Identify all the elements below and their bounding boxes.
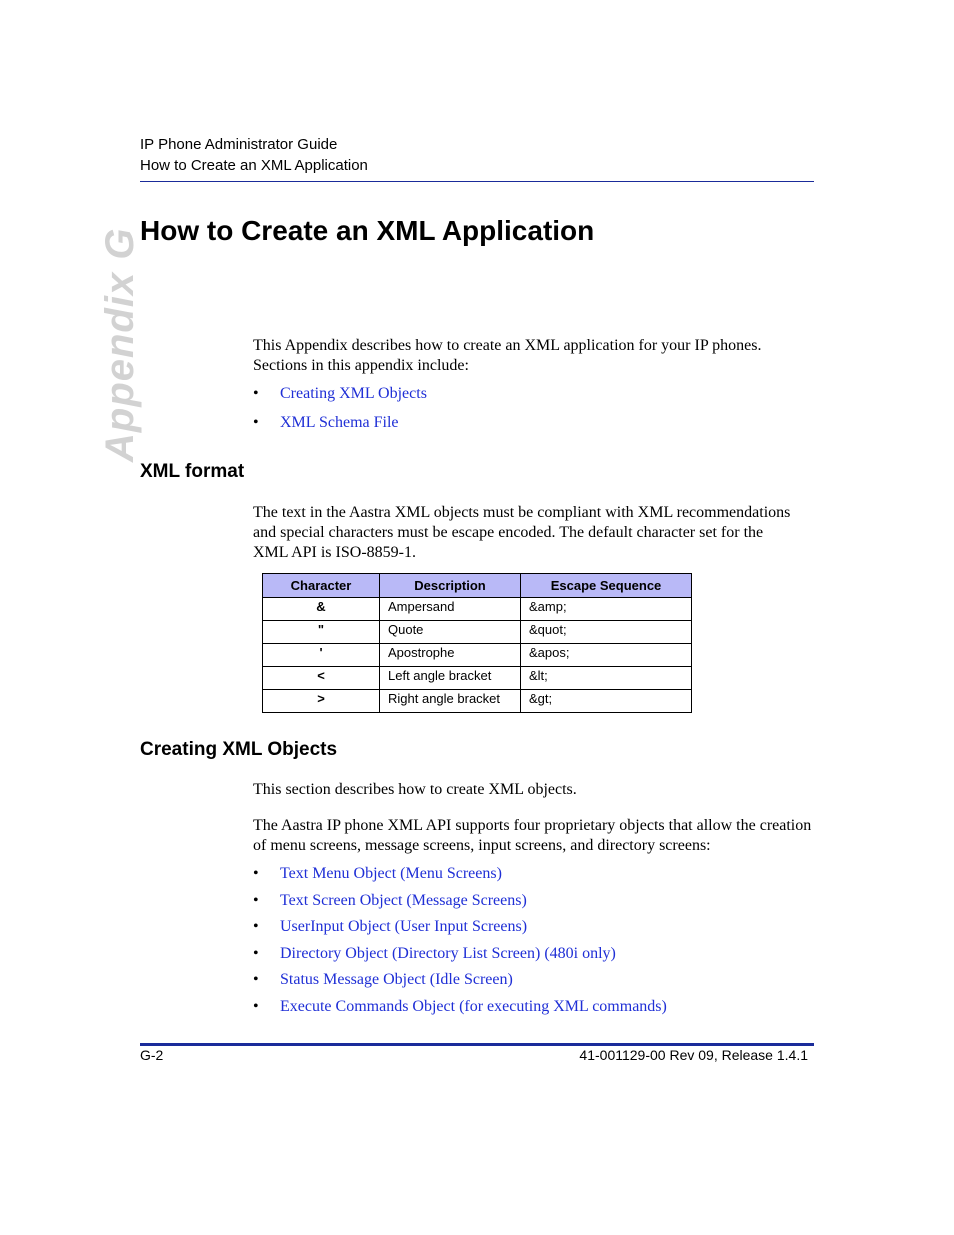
footer-page-number: G-2 [140,1047,164,1063]
list-item [253,998,667,1016]
bullet-glyph: • [253,918,259,935]
list-item [253,414,427,432]
list-item [253,865,667,892]
link-userinput-object[interactable]: UserInput Object (User Input Screens) [280,918,528,935]
cell-character: & [263,598,380,621]
section-heading-creating-xml-objects: Creating XML Objects [140,739,338,760]
table-row [263,621,692,644]
link-execute-commands-object[interactable]: Execute Commands Object (for executing XML commands) [280,997,667,1015]
intro-paragraph: This Appendix describes how to create an XML application for your IP phones. Sections in this appendix include: [253,337,762,374]
appendix-side-tab: Appendix G [98,227,142,462]
list-item [253,971,667,998]
bullet-glyph: • [253,944,259,962]
cell-escape-sequence: &gt; [521,690,692,713]
cell-description: Quote [380,621,521,644]
link-text-menu-object[interactable]: Text Menu Object (Menu Screens) [280,865,502,882]
escape-sequence-table [262,573,692,713]
cell-escape-sequence: &quot; [521,621,692,644]
intro-link-list [253,385,427,432]
running-header-guide-title: IP Phone Administrator Guide [140,136,338,153]
link-xml-schema-file[interactable]: XML Schema File [280,414,399,431]
xml-format-paragraph: The text in the Aastra XML objects must be compliant with XML recommendations and special characters must be escape encoded. The default character set for the XML API is ISO-8859-1. [253,504,791,561]
cell-description: Left angle bracket [380,667,521,690]
table-row [263,644,692,667]
creating-intro-paragraph: This section describes how to create XML objects. [253,781,577,798]
cell-character: ' [263,644,380,667]
list-item [253,385,427,414]
cell-escape-sequence: &lt; [521,667,692,690]
footer-doc-id: 41-001129-00 Rev 09, Release 1.4.1 [579,1047,808,1063]
creating-objects-paragraph: The Aastra IP phone XML API supports four proprietary objects that allow the creation of menu screens, message screens, input screens, and directory screens: [253,817,812,854]
list-item [253,892,667,919]
footer-rule [140,1043,814,1046]
list-item [253,918,667,945]
bullet-glyph: • [253,997,259,1015]
cell-character: " [263,621,380,644]
cell-escape-sequence: &apos; [521,644,692,667]
cell-description: Ampersand [380,598,521,621]
list-item [253,945,667,972]
column-header-escape-sequence: Escape Sequence [521,574,692,598]
table-row [263,690,692,713]
table-row [263,667,692,690]
bullet-glyph: • [253,891,259,909]
link-creating-xml-objects[interactable]: Creating XML Objects [280,385,427,402]
link-text-screen-object[interactable]: Text Screen Object (Message Screens) [280,891,527,909]
column-header-character: Character [263,574,380,598]
link-directory-object[interactable]: Directory Object (Directory List Screen) (480i only) [280,944,616,962]
table-row [263,598,692,621]
cell-escape-sequence: &amp; [521,598,692,621]
bullet-glyph: • [253,385,259,402]
page-title: How to Create an XML Application [140,215,595,246]
cell-description: Apostrophe [380,644,521,667]
cell-character: < [263,667,380,690]
table-header-row [263,574,692,598]
object-link-list [253,865,667,1016]
cell-description: Right angle bracket [380,690,521,713]
bullet-glyph: • [253,971,259,988]
cell-character: > [263,690,380,713]
bullet-glyph: • [253,865,259,882]
bullet-glyph: • [253,414,259,431]
header-rule [140,181,814,182]
running-header-section-title: How to Create an XML Application [140,157,368,174]
column-header-description: Description [380,574,521,598]
section-heading-xml-format: XML format [140,461,245,482]
link-status-message-object[interactable]: Status Message Object (Idle Screen) [280,971,513,988]
